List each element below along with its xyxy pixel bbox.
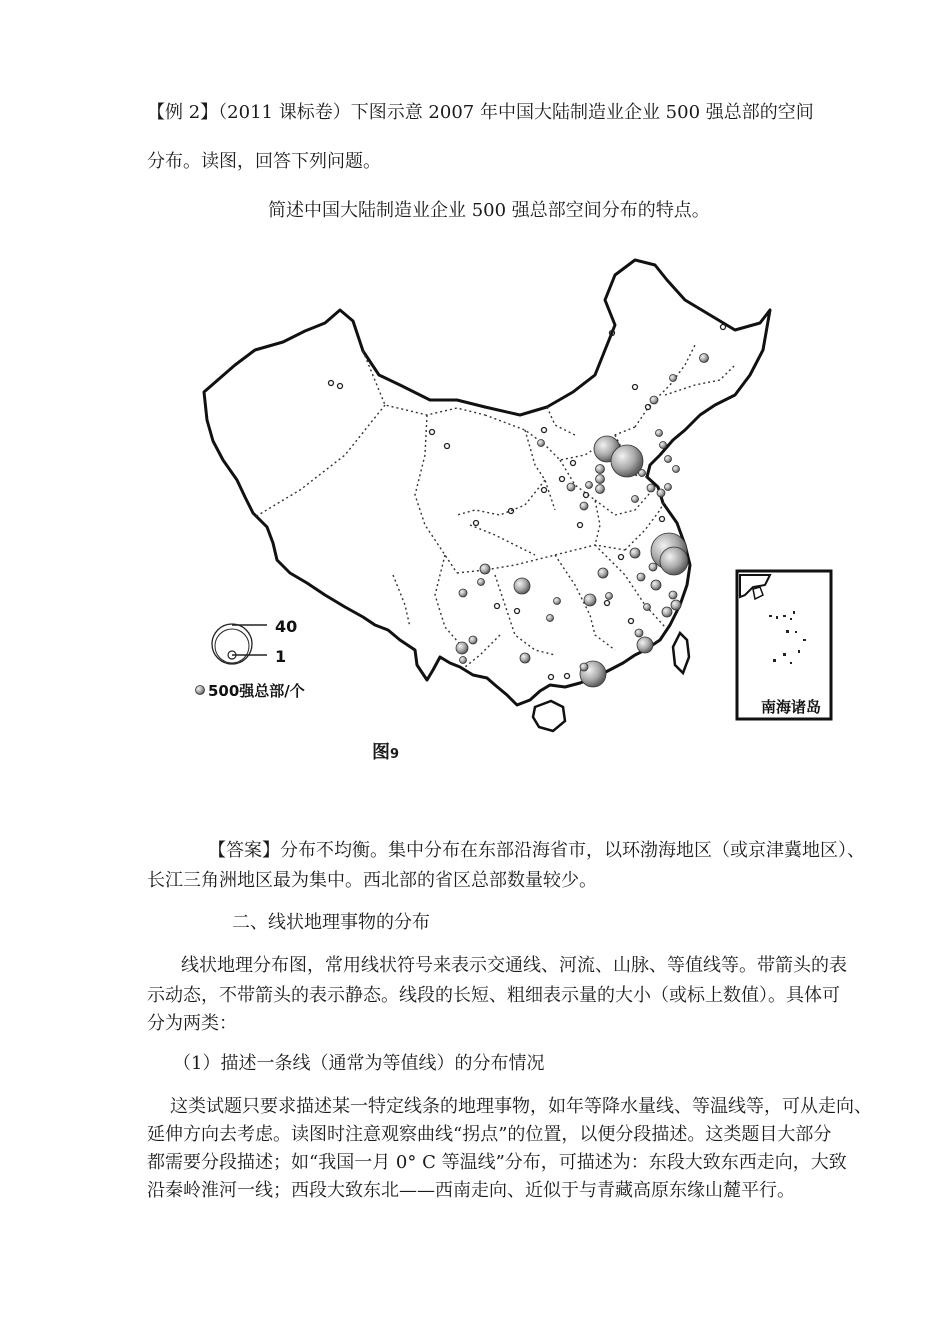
paragraph-2-line-4: 沿秦岭淮河一线；西段大致东北——西南走向、近似于与青藏高原东缘山麓平行。: [147, 1180, 795, 1201]
figure-caption-number: 9: [390, 747, 400, 762]
figure-caption-prefix: 图: [372, 742, 390, 763]
subheading-1: （1）描述一条线（通常为等值线）的分布情况: [173, 1053, 545, 1074]
paragraph-1-line-1: 线状地理分布图，常用线状符号来表示交通线、河流、山脉、等值线等。带箭头的表: [181, 955, 847, 976]
taiwan-island: [673, 633, 689, 673]
answer-line-2: 长江三角洲地区最为集中。西北部的省区总部数量较少。: [147, 870, 597, 891]
section-heading: 二、线状地理事物的分布: [232, 912, 430, 933]
paragraph-1-line-3: 分为两类：: [147, 1013, 237, 1034]
legend-max-label: 40: [275, 617, 298, 636]
south-china-sea-inset: [737, 571, 831, 719]
legend-caption: 500强总部/个: [208, 682, 305, 700]
hainan-island: [533, 701, 565, 731]
legend: [196, 617, 305, 700]
paragraph-1-line-2: 示动态，不带箭头的表示静态。线段的长短、粗细表示量的大小（或标上数值）。具体可: [147, 985, 840, 1006]
answer-line-1: 【答案】分布不均衡。集中分布在东部沿海省市，以环渤海地区（或京津冀地区）、: [208, 840, 865, 861]
question-prompt: 简述中国大陆制造业企业 500 强总部空间分布的特点。: [268, 200, 710, 221]
legend-min-label: 1: [275, 647, 287, 666]
figure-caption: [372, 738, 399, 764]
paragraph-2-line-3: 都需要分段描述；如“我国一月 0° C 等温线”分布，可描述为：东段大致东西走向，大致: [147, 1152, 847, 1173]
paragraph-2-line-2: 延伸方向去考虑。读图时注意观察曲线“拐点”的位置，以便分段描述。这类题目大部分: [147, 1124, 832, 1145]
china-map-figure: [195, 255, 845, 735]
question-line-2: 分布。读图，回答下列问题。: [147, 151, 381, 172]
question-line-1: 【例 2】（2011 课标卷）下图示意 2007 年中国大陆制造业企业 500 强总部的空间: [147, 102, 814, 123]
inset-label: 南海诸岛: [761, 698, 822, 716]
paragraph-2-line-1: 这类试题只要求描述某一特定线条的地理事物，如年等降水量线、等温线等，可从走向、: [170, 1096, 872, 1117]
